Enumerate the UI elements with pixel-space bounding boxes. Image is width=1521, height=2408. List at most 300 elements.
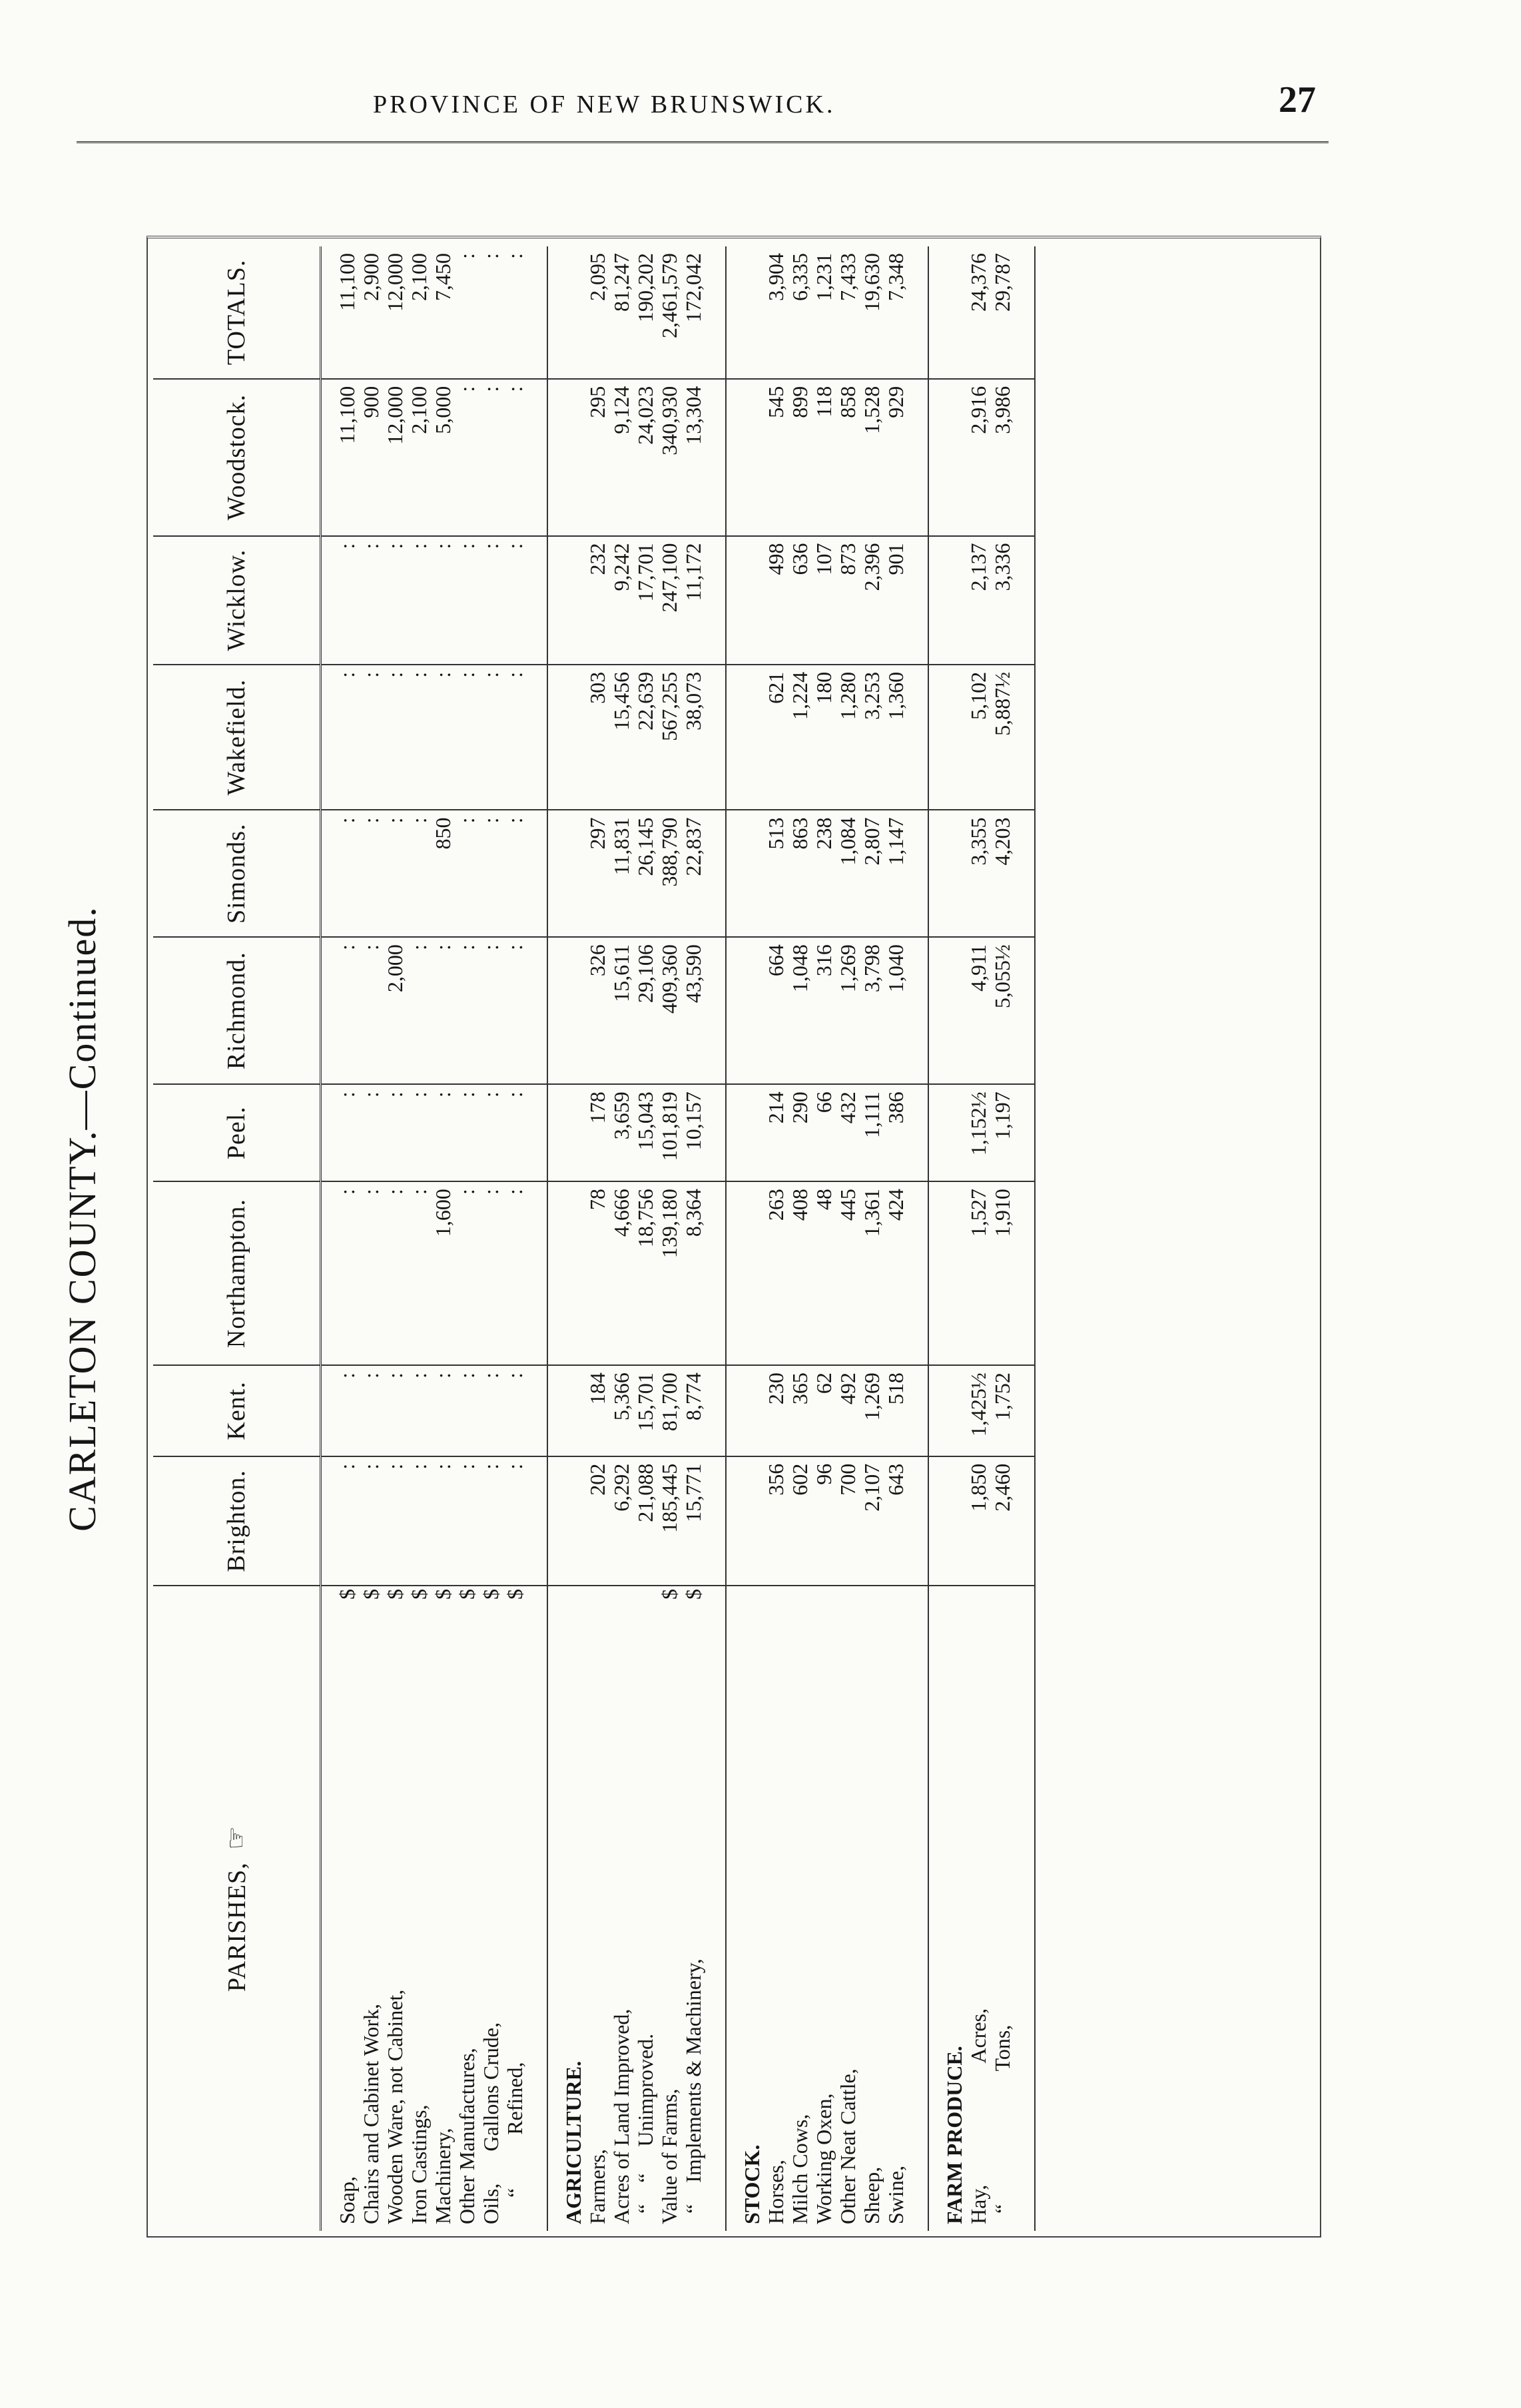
value-column — [928, 937, 1035, 1084]
table-cell: : — [479, 671, 503, 678]
row-unit: $ — [359, 1589, 383, 1600]
table-cell: 29,787 — [990, 253, 1014, 312]
table-cell: : — [407, 543, 431, 549]
value-spacer — [942, 944, 966, 1077]
table-cell: 8,364 — [681, 1189, 705, 1237]
value-spacer — [942, 1372, 966, 1449]
table-cell: : — [455, 253, 479, 259]
value-column — [547, 1084, 726, 1181]
table-cell: 5,000 — [431, 386, 455, 434]
table-cell: 2,916 — [966, 386, 990, 434]
table-cell: 2,000 — [383, 944, 407, 993]
table-cell: 2,137 — [966, 543, 990, 591]
section-group — [726, 246, 928, 2231]
value-spacer — [942, 386, 966, 529]
value-column — [321, 1181, 548, 1365]
row-unit — [836, 1589, 860, 1616]
table-cell: 929 — [884, 386, 908, 418]
table-cell: 118 — [812, 386, 836, 418]
value-spacer — [942, 817, 966, 930]
table-cell: 432 — [836, 1091, 860, 1124]
column-header-simonds: Simonds. — [153, 810, 321, 937]
value-spacer — [740, 253, 764, 372]
table-cell: 356 — [764, 1463, 788, 1496]
table-cell: 700 — [836, 1463, 860, 1496]
table-cell: : — [503, 386, 527, 392]
table-cell: 1,269 — [860, 1372, 884, 1421]
table-cell: 858 — [836, 386, 860, 418]
table-cell: : — [335, 817, 359, 824]
table-cell: 1,147 — [884, 817, 908, 866]
table-cell: 1,361 — [860, 1189, 884, 1237]
value-column — [726, 246, 928, 379]
row-label: “ “ Unimproved. — [633, 2033, 657, 2224]
table-cell: : — [335, 1372, 359, 1378]
table-cell: : — [455, 1463, 479, 1470]
table-cell: 38,073 — [681, 671, 705, 731]
table-cell: : — [503, 543, 527, 549]
table-cell: : — [383, 543, 407, 549]
row-label: Wooden Ware, not Cabinet, — [383, 1989, 407, 2224]
table-cell: : — [479, 1091, 503, 1098]
table-cell: 12,000 — [383, 253, 407, 312]
table-cell: 1,752 — [990, 1372, 1014, 1421]
table-cell: 184 — [585, 1372, 609, 1405]
table-cell: 3,904 — [764, 253, 788, 301]
table-cell: 664 — [764, 944, 788, 977]
value-column — [928, 1365, 1035, 1456]
value-spacer — [561, 672, 585, 803]
value-spacer — [942, 1189, 966, 1358]
table-cell: : — [359, 543, 383, 549]
row-label: Other Neat Cattle, — [836, 2068, 860, 2224]
value-spacer — [740, 1189, 764, 1358]
table-cell: 567,255 — [657, 671, 681, 741]
row-label: Chairs and Cabinet Work, — [359, 2004, 383, 2224]
table-cell: 11,831 — [609, 817, 633, 876]
row-label: Value of Farms, — [657, 2088, 681, 2224]
table-cell: 1,048 — [788, 944, 812, 993]
value-spacer — [942, 543, 966, 657]
table-cell: 900 — [359, 386, 383, 418]
table-cell: 5,366 — [609, 1372, 633, 1421]
table-cell: 409,360 — [657, 944, 681, 1014]
table-cell: 15,611 — [609, 944, 633, 1002]
value-column — [726, 536, 928, 665]
page-header — [0, 0, 1521, 160]
table-cell: 263 — [764, 1189, 788, 1221]
table-cell: 190,202 — [633, 253, 657, 322]
row-label: Oils, Gallons Crude, — [479, 2022, 503, 2224]
table-cell: 326 — [585, 944, 609, 977]
row-label: Working Oxen, — [812, 2093, 836, 2224]
table-cell: 643 — [884, 1463, 908, 1496]
table-cell: : — [407, 1372, 431, 1378]
value-spacer — [942, 1091, 966, 1174]
table-cell: 492 — [836, 1372, 860, 1405]
row-unit: $ — [407, 1589, 431, 1600]
table-cell: : — [455, 386, 479, 392]
table-cell: 6,335 — [788, 253, 812, 301]
table-cell: : — [479, 817, 503, 824]
table-cell: 48 — [812, 1189, 836, 1211]
table-cell: : — [335, 944, 359, 950]
table-cell: 81,247 — [609, 253, 633, 312]
value-column — [547, 1181, 726, 1365]
column-header-northampton: Northampton. — [153, 1181, 321, 1365]
table-cell: : — [503, 1463, 527, 1470]
row-labels — [726, 1618, 928, 2231]
table-cell: 636 — [788, 543, 812, 575]
row-unit — [860, 1589, 884, 1616]
table-cell: 11,172 — [681, 543, 705, 601]
row-labels — [928, 1618, 1035, 2231]
value-column — [321, 379, 548, 536]
value-spacer — [561, 1372, 585, 1449]
table-cell: 2,095 — [585, 253, 609, 301]
table-cell: : — [407, 671, 431, 678]
value-spacer — [561, 1464, 585, 1578]
table-cell: : — [431, 671, 455, 678]
table-cell: : — [455, 817, 479, 824]
value-column — [321, 536, 548, 665]
value-column — [726, 937, 928, 1084]
row-label: Machinery, — [431, 2128, 455, 2224]
column-header-woodstock: Woodstock. — [153, 379, 321, 536]
table-cell: 3,336 — [990, 543, 1014, 591]
value-spacer — [740, 944, 764, 1077]
table-cell: : — [335, 1463, 359, 1470]
table-cell: 386 — [884, 1091, 908, 1124]
value-column — [928, 379, 1035, 536]
table-cell: : — [335, 543, 359, 549]
unit-spacer — [561, 1589, 585, 1616]
table-cell: 873 — [836, 543, 860, 575]
value-spacer — [740, 672, 764, 803]
table-cell: 1,231 — [812, 253, 836, 301]
table-cell: 6,292 — [609, 1463, 633, 1512]
section-group — [547, 246, 726, 2231]
section-group — [321, 246, 548, 2231]
table-cell: : — [359, 1091, 383, 1098]
row-label: Swine, — [884, 2166, 908, 2224]
value-spacer — [561, 386, 585, 529]
table-cell: : — [359, 944, 383, 950]
table-cell: : — [383, 1189, 407, 1195]
table-cell: : — [479, 944, 503, 950]
table-cell: : — [359, 671, 383, 678]
value-spacer — [561, 944, 585, 1077]
table-cell: 1,910 — [990, 1189, 1014, 1237]
statistics-table — [153, 246, 1036, 2231]
row-label: Farmers, — [585, 2149, 609, 2224]
table-cell: 2,461,579 — [657, 253, 681, 338]
value-column — [928, 246, 1035, 379]
table-cell: 12,000 — [383, 386, 407, 445]
table-cell: : — [383, 1091, 407, 1098]
table-cell: 22,639 — [633, 671, 657, 731]
table-cell: : — [359, 1463, 383, 1470]
table-cell: 498 — [764, 543, 788, 575]
header-rule — [77, 141, 1329, 143]
column-header-totals: TOTALS. — [153, 246, 321, 379]
table-cell: 1,600 — [431, 1189, 455, 1237]
table-cell: : — [455, 1091, 479, 1098]
table-cell: : — [455, 1372, 479, 1378]
table-cell: 7,348 — [884, 253, 908, 301]
table-cell: : — [455, 1189, 479, 1195]
table-cell: 2,807 — [860, 817, 884, 866]
value-column — [726, 665, 928, 810]
row-label: Sheep, — [860, 2166, 884, 2224]
section-group — [928, 246, 1035, 2231]
table-cell: : — [431, 944, 455, 950]
value-column — [726, 379, 928, 536]
row-unit — [585, 1589, 609, 1616]
table-cell: 185,445 — [657, 1463, 681, 1533]
value-spacer — [561, 1091, 585, 1174]
column-header-kent: Kent. — [153, 1365, 321, 1456]
table-cell: : — [503, 671, 527, 678]
table-cell: 424 — [884, 1189, 908, 1221]
table-cell: 62 — [812, 1372, 836, 1394]
value-column — [547, 246, 726, 379]
table-cell: 15,043 — [633, 1091, 657, 1151]
row-labels — [547, 1618, 726, 2231]
section-heading: FARM PRODUCE. — [942, 2046, 966, 2224]
value-spacer — [942, 253, 966, 372]
row-unit — [990, 1589, 1014, 1616]
row-unit: $ — [657, 1589, 681, 1600]
table-cell: 602 — [788, 1463, 812, 1496]
table-cell: : — [503, 1372, 527, 1378]
table-cell: 17,701 — [633, 543, 657, 602]
table-cell: : — [383, 1372, 407, 1378]
value-column — [321, 1084, 548, 1181]
value-column — [726, 810, 928, 937]
table-cell: 21,088 — [633, 1463, 657, 1522]
table-cell: 445 — [836, 1189, 860, 1221]
table-cell: 1,152½ — [966, 1091, 990, 1156]
table-cell: : — [383, 671, 407, 678]
table-cell: 408 — [788, 1189, 812, 1221]
value-column — [321, 937, 548, 1084]
table-cell: : — [455, 543, 479, 549]
row-unit: $ — [455, 1589, 479, 1600]
table-cell: : — [479, 1372, 503, 1378]
table-cell: 26,145 — [633, 817, 657, 876]
table-cell: 24,023 — [633, 386, 657, 445]
table-cell: : — [455, 671, 479, 678]
table-cell: 1,197 — [990, 1091, 1014, 1140]
row-label: Soap, — [335, 2176, 359, 2224]
row-label: Hay, Acres, — [966, 2008, 990, 2224]
parishes-label: PARISHES, — [222, 1862, 251, 1992]
table-cell: : — [407, 944, 431, 950]
table-cell: 3,659 — [609, 1091, 633, 1140]
table-cell: : — [479, 253, 503, 259]
table-cell: 3,355 — [966, 817, 990, 866]
table-cell: 11,100 — [335, 386, 359, 444]
table-cell: 388,790 — [657, 817, 681, 887]
table-cell: 172,042 — [681, 253, 705, 322]
value-spacer — [942, 1464, 966, 1578]
table-cell: 8,774 — [681, 1372, 705, 1421]
table-cell: 139,180 — [657, 1189, 681, 1259]
table-cell: 2,100 — [407, 386, 431, 434]
value-column — [547, 379, 726, 536]
row-units — [928, 1586, 1035, 1618]
table-cell: : — [503, 1189, 527, 1195]
table-cell: : — [503, 1091, 527, 1098]
value-column — [726, 1181, 928, 1365]
table-cell: 1,425½ — [966, 1372, 990, 1437]
pointing-hand-icon: ☞ — [220, 1825, 251, 1850]
table-cell: 1,111 — [860, 1091, 884, 1138]
table-cell: 1,527 — [966, 1189, 990, 1237]
value-spacer — [740, 1464, 764, 1578]
row-units — [321, 1586, 548, 1618]
value-column — [928, 1084, 1035, 1181]
row-units — [547, 1586, 726, 1618]
table-cell: 340,930 — [657, 386, 681, 455]
value-column — [928, 1456, 1035, 1586]
table-cell: 18,756 — [633, 1189, 657, 1248]
value-column — [928, 536, 1035, 665]
row-unit — [764, 1589, 788, 1616]
row-unit — [966, 1589, 990, 1616]
running-head: PROVINCE OF NEW BRUNSWICK. — [373, 91, 836, 119]
row-label: Milch Cows, — [788, 2114, 812, 2224]
table-cell: : — [407, 817, 431, 824]
unit-spacer — [740, 1589, 764, 1616]
table-cell: 513 — [764, 817, 788, 850]
table-cell: : — [407, 1463, 431, 1470]
value-spacer — [561, 1189, 585, 1358]
table-cell: : — [431, 543, 455, 549]
table-cell: 2,460 — [990, 1463, 1014, 1512]
table-cell: : — [431, 1463, 455, 1470]
row-unit: $ — [431, 1589, 455, 1600]
table-cell: 863 — [788, 817, 812, 850]
table-cell: 7,433 — [836, 253, 860, 301]
value-spacer — [740, 543, 764, 657]
table-cell: 107 — [812, 543, 836, 575]
row-label: Acres of Land Improved, — [609, 2008, 633, 2224]
table-cell: 297 — [585, 817, 609, 850]
row-unit: $ — [383, 1589, 407, 1600]
table-cell: : — [455, 944, 479, 950]
table-cell: : — [335, 1091, 359, 1098]
table-cell: 303 — [585, 671, 609, 704]
value-column — [726, 1365, 928, 1456]
column-header-wicklow: Wicklow. — [153, 536, 321, 665]
table-cell: 11,100 — [335, 253, 359, 311]
value-spacer — [740, 1091, 764, 1174]
table-cell: : — [407, 1091, 431, 1098]
table-cell: 178 — [585, 1091, 609, 1124]
table-cell: 15,456 — [609, 671, 633, 731]
value-column — [547, 1456, 726, 1586]
table-cell: 101,819 — [657, 1091, 681, 1161]
value-column — [547, 1365, 726, 1456]
table-cell: : — [431, 1372, 455, 1378]
column-header-peel: Peel. — [153, 1084, 321, 1181]
table-cell: 316 — [812, 944, 836, 977]
row-units — [726, 1586, 928, 1618]
row-unit — [884, 1589, 908, 1616]
row-label: Other Manufactures, — [455, 2048, 479, 2224]
parishes-header — [153, 1586, 321, 2231]
row-label: “ Refined, — [503, 2062, 527, 2224]
table-cell: 2,396 — [860, 543, 884, 591]
table-cell: 901 — [884, 543, 908, 575]
table-cell: 2,900 — [359, 253, 383, 301]
table-cell: 1,528 — [860, 386, 884, 434]
column-header-richmond: Richmond. — [153, 937, 321, 1084]
table-cell: 5,887½ — [990, 671, 1014, 736]
row-unit — [812, 1589, 836, 1616]
table-cell: 15,701 — [633, 1372, 657, 1432]
table-cell: 1,224 — [788, 671, 812, 720]
value-column — [547, 810, 726, 937]
table-cell: : — [359, 817, 383, 824]
table-cell: 10,157 — [681, 1091, 705, 1151]
value-column — [726, 1084, 928, 1181]
value-column — [321, 810, 548, 937]
table-cell: 29,106 — [633, 944, 657, 1004]
table-cell: 9,242 — [609, 543, 633, 591]
table-cell: 290 — [788, 1091, 812, 1124]
table-cell: : — [335, 1189, 359, 1195]
table-cell: : — [503, 253, 527, 259]
section-heading: AGRICULTURE. — [561, 2060, 585, 2224]
row-unit: $ — [681, 1589, 705, 1600]
table-cell: : — [479, 543, 503, 549]
value-spacer — [942, 672, 966, 803]
header-row — [153, 246, 321, 2231]
table-cell: 1,280 — [836, 671, 860, 720]
value-column — [321, 246, 548, 379]
table-cell: 202 — [585, 1463, 609, 1496]
table-cell: 899 — [788, 386, 812, 418]
table-cell: 43,590 — [681, 944, 705, 1004]
row-unit — [609, 1589, 633, 1616]
value-column — [321, 665, 548, 810]
value-column — [547, 937, 726, 1084]
table-cell: 238 — [812, 817, 836, 850]
table-cell: 19,630 — [860, 253, 884, 312]
table-cell: : — [359, 1372, 383, 1378]
row-label: Iron Castings, — [407, 2104, 431, 2224]
table-cell: 1,040 — [884, 944, 908, 993]
table-cell: : — [383, 1463, 407, 1470]
table-cell: 850 — [431, 817, 455, 850]
value-spacer — [561, 253, 585, 372]
row-unit: $ — [503, 1589, 527, 1600]
table-cell: 4,666 — [609, 1189, 633, 1237]
value-column — [547, 536, 726, 665]
rotated-table-block — [53, 153, 1345, 2284]
table-cell: 2,107 — [860, 1463, 884, 1512]
row-unit: $ — [479, 1589, 503, 1600]
table-cell: 621 — [764, 671, 788, 704]
table-cell: : — [479, 1463, 503, 1470]
table-cell: : — [503, 944, 527, 950]
county-title: CARLETON COUNTY.—Continued. — [61, 906, 104, 1532]
value-spacer — [740, 1372, 764, 1449]
table-cell: : — [479, 1189, 503, 1195]
